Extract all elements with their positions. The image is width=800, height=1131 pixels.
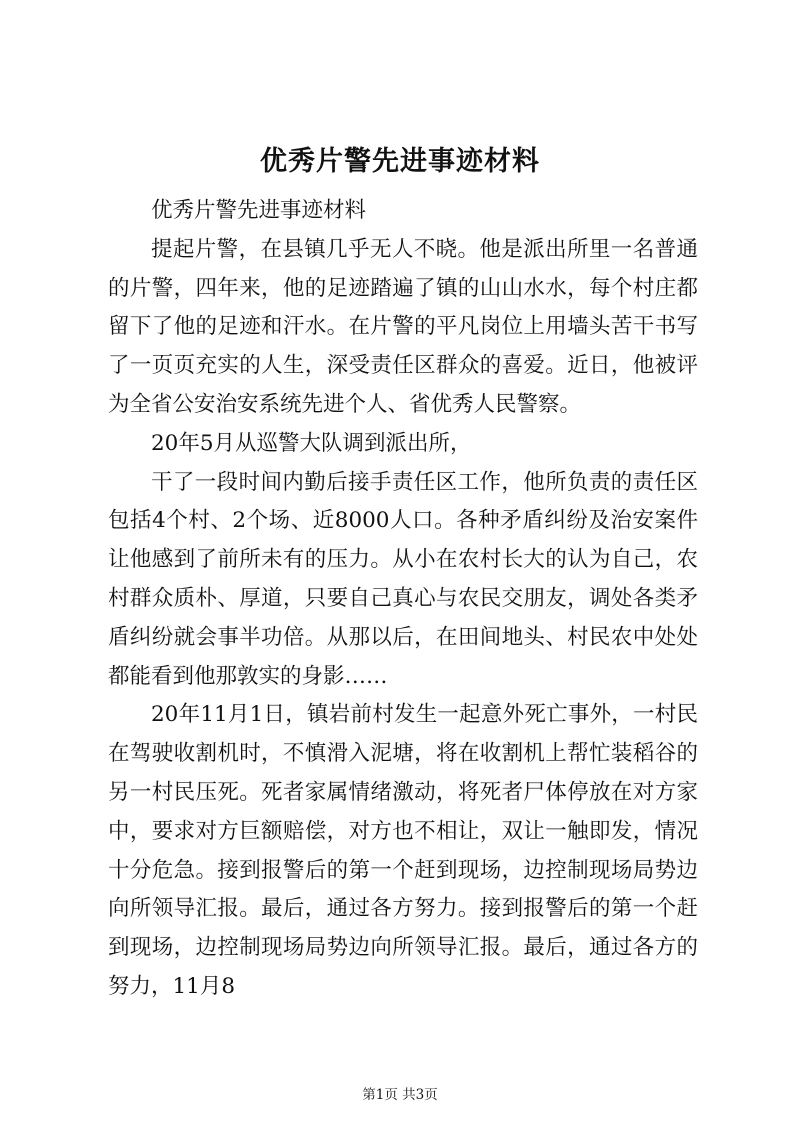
document-title: 优秀片警先进事迹材料 <box>260 146 540 177</box>
paragraph-intro: 提起片警，在县镇几乎无人不晓。他是派出所里一名普通的片警，四年来，他的足迹踏遍了镇的山山水水，每个村庄都留下了他的足迹和汗水。在片警的平凡岗位上用墙头苦干书写了一页页充实的人生，深受责任区群众的喜爱。近日，他被评为全省公安治安系统先进个人、省优秀人民警察。 <box>108 236 698 417</box>
document-body <box>108 192 698 1007</box>
paragraph-incident: 20年11月1日，镇岩前村发生一起意外死亡事外，一村民在驾驶收割机时，不慎滑入泥塘，将在收割机上帮忙装稻谷的另一村民压死。死者家属情绪激动，将死者尸体停放在对方家中，要求对方巨额赔偿，对方也不相让，双让一触即发，情况十分危急。接到报警后的第一个赶到现场，边控制现场局势边向所领导汇报。最后，通过各方努力。接到报警后的第一个赶到现场，边控制现场局势边向所领导汇报。最后，通过各方的努力，11月8 <box>108 702 698 999</box>
page-footer: 第1页 共3页 <box>362 1087 438 1103</box>
paragraph-responsibility: 干了一段时间内勤后接手责任区工作，他所负责的责任区包括4个村、2个场、近8000人口。各种矛盾纠纷及治安案件让他感到了前所未有的压力。从小在农村长大的认为自己，农村群众质朴、厚道，只要自己真心与农民交朋友，调处各类矛盾纠纷就会事半功倍。从那以后，在田间地头、村民农中处处都能看到他那敦实的身影…… <box>108 469 698 689</box>
paragraph-transfer: 20年5月从巡警大队调到派出所， <box>151 430 472 456</box>
paragraph-subtitle: 优秀片警先进事迹材料 <box>151 198 367 223</box>
